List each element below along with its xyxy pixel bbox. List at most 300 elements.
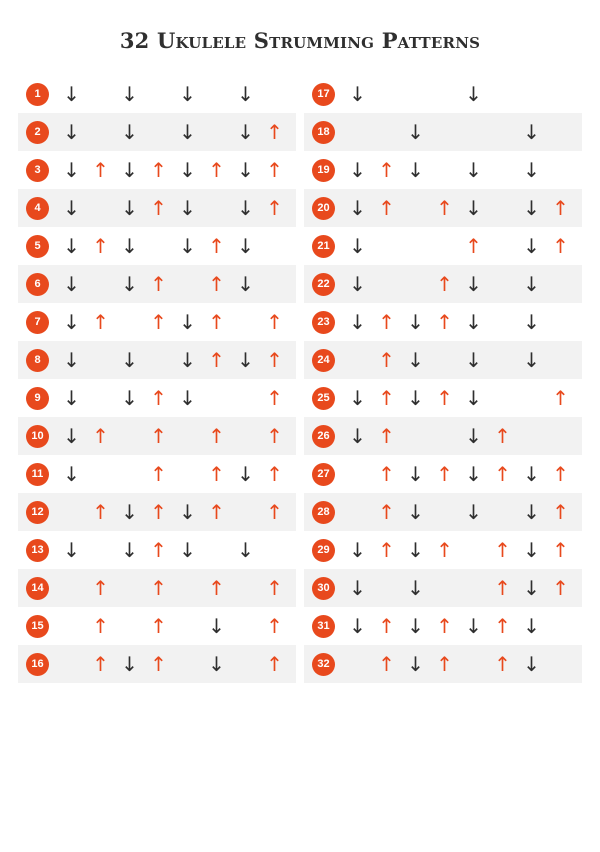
empty-beat-slot bbox=[231, 312, 260, 332]
pattern-row bbox=[18, 645, 296, 683]
pattern-row bbox=[18, 113, 296, 151]
up-strum-arrow-icon: ↑ bbox=[92, 652, 109, 676]
empty-beat-slot bbox=[260, 540, 289, 560]
empty-beat-slot bbox=[517, 426, 546, 446]
down-strum-arrow-icon: ↓ bbox=[349, 576, 366, 600]
empty-beat-slot bbox=[173, 274, 202, 294]
up-strum-arrow-icon: ↑ bbox=[436, 310, 453, 334]
pattern-number-badge: 11 bbox=[26, 463, 49, 486]
pattern-slots bbox=[57, 274, 289, 294]
pattern-slots bbox=[343, 502, 575, 522]
up-strum-arrow-icon: ↑ bbox=[266, 500, 283, 524]
pattern-slots bbox=[57, 578, 289, 598]
pattern-row bbox=[304, 341, 582, 379]
pattern-number-badge: 23 bbox=[312, 311, 335, 334]
empty-beat-slot bbox=[430, 350, 459, 370]
down-strum-arrow-icon: ↓ bbox=[349, 614, 366, 638]
empty-beat-slot bbox=[401, 236, 430, 256]
empty-beat-slot bbox=[488, 236, 517, 256]
pattern-number-badge: 18 bbox=[312, 121, 335, 144]
down-strum-arrow-icon: ↓ bbox=[121, 120, 138, 144]
empty-beat-slot bbox=[86, 388, 115, 408]
down-strum-arrow-icon: ↓ bbox=[407, 576, 424, 600]
down-strum-arrow-icon: ↓ bbox=[465, 500, 482, 524]
empty-beat-slot bbox=[488, 160, 517, 180]
pattern-row bbox=[304, 303, 582, 341]
pattern-row bbox=[304, 113, 582, 151]
up-strum-arrow-icon: ↑ bbox=[378, 158, 395, 182]
pattern-slots bbox=[343, 616, 575, 636]
empty-beat-slot bbox=[430, 84, 459, 104]
empty-beat-slot bbox=[372, 236, 401, 256]
up-strum-arrow-icon: ↑ bbox=[436, 386, 453, 410]
down-strum-arrow-icon: ↓ bbox=[121, 196, 138, 220]
pattern-slots bbox=[343, 122, 575, 142]
down-strum-arrow-icon: ↓ bbox=[407, 614, 424, 638]
down-strum-arrow-icon: ↓ bbox=[407, 120, 424, 144]
empty-beat-slot bbox=[144, 350, 173, 370]
pattern-row bbox=[304, 227, 582, 265]
pattern-number-badge: 21 bbox=[312, 235, 335, 258]
up-strum-arrow-icon: ↑ bbox=[494, 614, 511, 638]
down-strum-arrow-icon: ↓ bbox=[179, 310, 196, 334]
pattern-row bbox=[304, 607, 582, 645]
pattern-row bbox=[304, 379, 582, 417]
up-strum-arrow-icon: ↑ bbox=[378, 310, 395, 334]
empty-beat-slot bbox=[231, 426, 260, 446]
empty-beat-slot bbox=[57, 578, 86, 598]
pattern-slots bbox=[57, 426, 289, 446]
up-strum-arrow-icon: ↑ bbox=[150, 538, 167, 562]
down-strum-arrow-icon: ↓ bbox=[349, 196, 366, 220]
up-strum-arrow-icon: ↑ bbox=[552, 462, 569, 486]
up-strum-arrow-icon: ↑ bbox=[266, 424, 283, 448]
pattern-number-badge: 3 bbox=[26, 159, 49, 182]
pattern-slots bbox=[57, 616, 289, 636]
up-strum-arrow-icon: ↑ bbox=[378, 424, 395, 448]
pattern-row bbox=[304, 531, 582, 569]
up-strum-arrow-icon: ↑ bbox=[92, 614, 109, 638]
pattern-number-badge: 28 bbox=[312, 501, 335, 524]
up-strum-arrow-icon: ↑ bbox=[494, 576, 511, 600]
empty-beat-slot bbox=[57, 502, 86, 522]
pattern-number-badge: 8 bbox=[26, 349, 49, 372]
pattern-row bbox=[18, 455, 296, 493]
down-strum-arrow-icon: ↓ bbox=[121, 652, 138, 676]
up-strum-arrow-icon: ↑ bbox=[378, 386, 395, 410]
empty-beat-slot bbox=[115, 426, 144, 446]
pattern-slots bbox=[57, 160, 289, 180]
up-strum-arrow-icon: ↑ bbox=[208, 158, 225, 182]
up-strum-arrow-icon: ↑ bbox=[92, 310, 109, 334]
down-strum-arrow-icon: ↓ bbox=[179, 120, 196, 144]
pattern-row bbox=[18, 607, 296, 645]
up-strum-arrow-icon: ↑ bbox=[266, 652, 283, 676]
pattern-slots bbox=[343, 654, 575, 674]
pattern-number-badge: 29 bbox=[312, 539, 335, 562]
down-strum-arrow-icon: ↓ bbox=[121, 82, 138, 106]
empty-beat-slot bbox=[115, 578, 144, 598]
up-strum-arrow-icon: ↑ bbox=[208, 576, 225, 600]
down-strum-arrow-icon: ↓ bbox=[523, 348, 540, 372]
down-strum-arrow-icon: ↓ bbox=[121, 500, 138, 524]
pattern-row bbox=[18, 341, 296, 379]
empty-beat-slot bbox=[343, 122, 372, 142]
down-strum-arrow-icon: ↓ bbox=[523, 158, 540, 182]
up-strum-arrow-icon: ↑ bbox=[92, 500, 109, 524]
pattern-column-right bbox=[304, 75, 582, 683]
pattern-number-badge: 16 bbox=[26, 653, 49, 676]
pattern-number-badge: 20 bbox=[312, 197, 335, 220]
up-strum-arrow-icon: ↑ bbox=[150, 310, 167, 334]
pattern-row bbox=[304, 455, 582, 493]
down-strum-arrow-icon: ↓ bbox=[523, 462, 540, 486]
pattern-number-badge: 12 bbox=[26, 501, 49, 524]
up-strum-arrow-icon: ↑ bbox=[150, 614, 167, 638]
empty-beat-slot bbox=[488, 350, 517, 370]
down-strum-arrow-icon: ↓ bbox=[407, 348, 424, 372]
down-strum-arrow-icon: ↓ bbox=[179, 234, 196, 258]
pattern-slots bbox=[343, 274, 575, 294]
empty-beat-slot bbox=[231, 578, 260, 598]
empty-beat-slot bbox=[260, 84, 289, 104]
up-strum-arrow-icon: ↑ bbox=[150, 500, 167, 524]
empty-beat-slot bbox=[488, 198, 517, 218]
down-strum-arrow-icon: ↓ bbox=[523, 196, 540, 220]
down-strum-arrow-icon: ↓ bbox=[179, 196, 196, 220]
up-strum-arrow-icon: ↑ bbox=[436, 462, 453, 486]
down-strum-arrow-icon: ↓ bbox=[465, 614, 482, 638]
empty-beat-slot bbox=[173, 616, 202, 636]
empty-beat-slot bbox=[57, 616, 86, 636]
up-strum-arrow-icon: ↑ bbox=[92, 158, 109, 182]
down-strum-arrow-icon: ↓ bbox=[407, 158, 424, 182]
up-strum-arrow-icon: ↑ bbox=[552, 196, 569, 220]
empty-beat-slot bbox=[546, 616, 575, 636]
up-strum-arrow-icon: ↑ bbox=[208, 462, 225, 486]
empty-beat-slot bbox=[488, 502, 517, 522]
pattern-slots bbox=[343, 388, 575, 408]
down-strum-arrow-icon: ↓ bbox=[121, 348, 138, 372]
empty-beat-slot bbox=[202, 84, 231, 104]
down-strum-arrow-icon: ↓ bbox=[465, 272, 482, 296]
down-strum-arrow-icon: ↓ bbox=[349, 310, 366, 334]
pattern-slots bbox=[343, 84, 575, 104]
empty-beat-slot bbox=[372, 84, 401, 104]
empty-beat-slot bbox=[231, 616, 260, 636]
down-strum-arrow-icon: ↓ bbox=[121, 272, 138, 296]
up-strum-arrow-icon: ↑ bbox=[150, 424, 167, 448]
down-strum-arrow-icon: ↓ bbox=[465, 424, 482, 448]
pattern-number-badge: 4 bbox=[26, 197, 49, 220]
down-strum-arrow-icon: ↓ bbox=[465, 386, 482, 410]
up-strum-arrow-icon: ↑ bbox=[436, 614, 453, 638]
pattern-number-badge: 25 bbox=[312, 387, 335, 410]
pattern-row bbox=[304, 265, 582, 303]
empty-beat-slot bbox=[546, 122, 575, 142]
down-strum-arrow-icon: ↓ bbox=[63, 386, 80, 410]
empty-beat-slot bbox=[115, 464, 144, 484]
pattern-slots bbox=[57, 502, 289, 522]
down-strum-arrow-icon: ↓ bbox=[407, 310, 424, 334]
empty-beat-slot bbox=[372, 122, 401, 142]
down-strum-arrow-icon: ↓ bbox=[237, 462, 254, 486]
pattern-number-badge: 24 bbox=[312, 349, 335, 372]
empty-beat-slot bbox=[260, 274, 289, 294]
pattern-slots bbox=[343, 540, 575, 560]
pattern-slots bbox=[343, 160, 575, 180]
up-strum-arrow-icon: ↑ bbox=[552, 576, 569, 600]
empty-beat-slot bbox=[401, 274, 430, 294]
pattern-number-badge: 30 bbox=[312, 577, 335, 600]
down-strum-arrow-icon: ↓ bbox=[237, 158, 254, 182]
down-strum-arrow-icon: ↓ bbox=[237, 196, 254, 220]
up-strum-arrow-icon: ↑ bbox=[552, 538, 569, 562]
up-strum-arrow-icon: ↑ bbox=[266, 614, 283, 638]
pattern-number-badge: 32 bbox=[312, 653, 335, 676]
pattern-number-badge: 7 bbox=[26, 311, 49, 334]
down-strum-arrow-icon: ↓ bbox=[63, 424, 80, 448]
empty-beat-slot bbox=[546, 350, 575, 370]
pattern-slots bbox=[57, 122, 289, 142]
pattern-row bbox=[304, 151, 582, 189]
up-strum-arrow-icon: ↑ bbox=[436, 196, 453, 220]
down-strum-arrow-icon: ↓ bbox=[523, 234, 540, 258]
empty-beat-slot bbox=[231, 502, 260, 522]
down-strum-arrow-icon: ↓ bbox=[121, 158, 138, 182]
up-strum-arrow-icon: ↑ bbox=[150, 158, 167, 182]
pattern-row bbox=[18, 189, 296, 227]
down-strum-arrow-icon: ↓ bbox=[179, 348, 196, 372]
pattern-slots bbox=[343, 578, 575, 598]
empty-beat-slot bbox=[459, 654, 488, 674]
down-strum-arrow-icon: ↓ bbox=[237, 234, 254, 258]
pattern-slots bbox=[57, 654, 289, 674]
up-strum-arrow-icon: ↑ bbox=[266, 120, 283, 144]
up-strum-arrow-icon: ↑ bbox=[378, 538, 395, 562]
empty-beat-slot bbox=[488, 388, 517, 408]
empty-beat-slot bbox=[115, 312, 144, 332]
down-strum-arrow-icon: ↓ bbox=[63, 272, 80, 296]
down-strum-arrow-icon: ↓ bbox=[63, 310, 80, 334]
up-strum-arrow-icon: ↑ bbox=[208, 500, 225, 524]
empty-beat-slot bbox=[546, 274, 575, 294]
pattern-number-badge: 19 bbox=[312, 159, 335, 182]
down-strum-arrow-icon: ↓ bbox=[523, 538, 540, 562]
down-strum-arrow-icon: ↓ bbox=[407, 500, 424, 524]
down-strum-arrow-icon: ↓ bbox=[407, 538, 424, 562]
down-strum-arrow-icon: ↓ bbox=[465, 462, 482, 486]
down-strum-arrow-icon: ↓ bbox=[349, 272, 366, 296]
pattern-slots bbox=[57, 540, 289, 560]
up-strum-arrow-icon: ↑ bbox=[378, 652, 395, 676]
up-strum-arrow-icon: ↑ bbox=[436, 538, 453, 562]
pattern-number-badge: 15 bbox=[26, 615, 49, 638]
down-strum-arrow-icon: ↓ bbox=[63, 196, 80, 220]
down-strum-arrow-icon: ↓ bbox=[237, 82, 254, 106]
up-strum-arrow-icon: ↑ bbox=[92, 576, 109, 600]
down-strum-arrow-icon: ↓ bbox=[523, 120, 540, 144]
down-strum-arrow-icon: ↓ bbox=[407, 652, 424, 676]
up-strum-arrow-icon: ↑ bbox=[494, 652, 511, 676]
up-strum-arrow-icon: ↑ bbox=[378, 348, 395, 372]
pattern-row bbox=[18, 303, 296, 341]
pattern-row bbox=[18, 151, 296, 189]
empty-beat-slot bbox=[86, 122, 115, 142]
down-strum-arrow-icon: ↓ bbox=[63, 158, 80, 182]
pattern-row bbox=[304, 645, 582, 683]
up-strum-arrow-icon: ↑ bbox=[266, 576, 283, 600]
empty-beat-slot bbox=[173, 578, 202, 598]
down-strum-arrow-icon: ↓ bbox=[349, 386, 366, 410]
pattern-slots bbox=[343, 236, 575, 256]
empty-beat-slot bbox=[202, 198, 231, 218]
empty-beat-slot bbox=[401, 84, 430, 104]
down-strum-arrow-icon: ↓ bbox=[349, 538, 366, 562]
down-strum-arrow-icon: ↓ bbox=[179, 158, 196, 182]
down-strum-arrow-icon: ↓ bbox=[63, 120, 80, 144]
pattern-number-badge: 14 bbox=[26, 577, 49, 600]
up-strum-arrow-icon: ↑ bbox=[208, 348, 225, 372]
up-strum-arrow-icon: ↑ bbox=[266, 158, 283, 182]
down-strum-arrow-icon: ↓ bbox=[208, 614, 225, 638]
down-strum-arrow-icon: ↓ bbox=[465, 158, 482, 182]
pattern-slots bbox=[57, 198, 289, 218]
pattern-slots bbox=[57, 236, 289, 256]
down-strum-arrow-icon: ↓ bbox=[407, 386, 424, 410]
pattern-number-badge: 26 bbox=[312, 425, 335, 448]
pattern-slots bbox=[57, 84, 289, 104]
pattern-row bbox=[18, 265, 296, 303]
empty-beat-slot bbox=[231, 654, 260, 674]
empty-beat-slot bbox=[86, 84, 115, 104]
up-strum-arrow-icon: ↑ bbox=[208, 234, 225, 258]
pattern-slots bbox=[57, 312, 289, 332]
empty-beat-slot bbox=[430, 502, 459, 522]
down-strum-arrow-icon: ↓ bbox=[349, 82, 366, 106]
up-strum-arrow-icon: ↑ bbox=[378, 500, 395, 524]
empty-beat-slot bbox=[430, 122, 459, 142]
down-strum-arrow-icon: ↓ bbox=[179, 386, 196, 410]
up-strum-arrow-icon: ↑ bbox=[436, 652, 453, 676]
down-strum-arrow-icon: ↓ bbox=[523, 272, 540, 296]
up-strum-arrow-icon: ↑ bbox=[266, 462, 283, 486]
empty-beat-slot bbox=[86, 464, 115, 484]
empty-beat-slot bbox=[372, 274, 401, 294]
down-strum-arrow-icon: ↓ bbox=[121, 386, 138, 410]
page-title: 32 Ukulele Strumming Patterns bbox=[119, 28, 481, 53]
pattern-number-badge: 31 bbox=[312, 615, 335, 638]
empty-beat-slot bbox=[517, 84, 546, 104]
empty-beat-slot bbox=[546, 160, 575, 180]
down-strum-arrow-icon: ↓ bbox=[407, 462, 424, 486]
up-strum-arrow-icon: ↑ bbox=[266, 348, 283, 372]
pattern-row bbox=[18, 379, 296, 417]
up-strum-arrow-icon: ↑ bbox=[266, 196, 283, 220]
down-strum-arrow-icon: ↓ bbox=[179, 538, 196, 562]
down-strum-arrow-icon: ↓ bbox=[63, 234, 80, 258]
down-strum-arrow-icon: ↓ bbox=[349, 424, 366, 448]
down-strum-arrow-icon: ↓ bbox=[208, 652, 225, 676]
empty-beat-slot bbox=[401, 426, 430, 446]
pattern-row bbox=[18, 569, 296, 607]
up-strum-arrow-icon: ↑ bbox=[150, 272, 167, 296]
down-strum-arrow-icon: ↓ bbox=[63, 82, 80, 106]
down-strum-arrow-icon: ↓ bbox=[63, 538, 80, 562]
empty-beat-slot bbox=[430, 578, 459, 598]
up-strum-arrow-icon: ↑ bbox=[150, 386, 167, 410]
pattern-number-badge: 27 bbox=[312, 463, 335, 486]
empty-beat-slot bbox=[546, 654, 575, 674]
empty-beat-slot bbox=[546, 84, 575, 104]
pattern-number-badge: 1 bbox=[26, 83, 49, 106]
down-strum-arrow-icon: ↓ bbox=[349, 158, 366, 182]
pattern-number-badge: 22 bbox=[312, 273, 335, 296]
down-strum-arrow-icon: ↓ bbox=[465, 82, 482, 106]
pattern-number-badge: 13 bbox=[26, 539, 49, 562]
down-strum-arrow-icon: ↓ bbox=[237, 272, 254, 296]
down-strum-arrow-icon: ↓ bbox=[121, 234, 138, 258]
empty-beat-slot bbox=[430, 236, 459, 256]
empty-beat-slot bbox=[459, 122, 488, 142]
empty-beat-slot bbox=[173, 654, 202, 674]
empty-beat-slot bbox=[260, 236, 289, 256]
pattern-row bbox=[304, 569, 582, 607]
pattern-number-badge: 2 bbox=[26, 121, 49, 144]
down-strum-arrow-icon: ↓ bbox=[63, 462, 80, 486]
up-strum-arrow-icon: ↑ bbox=[552, 386, 569, 410]
empty-beat-slot bbox=[343, 350, 372, 370]
pattern-number-badge: 17 bbox=[312, 83, 335, 106]
pattern-slots bbox=[57, 350, 289, 370]
up-strum-arrow-icon: ↑ bbox=[494, 424, 511, 448]
pattern-row bbox=[18, 227, 296, 265]
up-strum-arrow-icon: ↑ bbox=[92, 234, 109, 258]
pattern-slots bbox=[343, 198, 575, 218]
empty-beat-slot bbox=[488, 274, 517, 294]
up-strum-arrow-icon: ↑ bbox=[266, 310, 283, 334]
empty-beat-slot bbox=[202, 388, 231, 408]
down-strum-arrow-icon: ↓ bbox=[349, 234, 366, 258]
up-strum-arrow-icon: ↑ bbox=[208, 424, 225, 448]
pattern-row bbox=[304, 417, 582, 455]
empty-beat-slot bbox=[144, 84, 173, 104]
down-strum-arrow-icon: ↓ bbox=[523, 652, 540, 676]
empty-beat-slot bbox=[86, 540, 115, 560]
pattern-number-badge: 5 bbox=[26, 235, 49, 258]
down-strum-arrow-icon: ↓ bbox=[523, 310, 540, 334]
empty-beat-slot bbox=[173, 426, 202, 446]
pattern-row bbox=[304, 493, 582, 531]
pattern-number-badge: 6 bbox=[26, 273, 49, 296]
empty-beat-slot bbox=[459, 540, 488, 560]
empty-beat-slot bbox=[86, 350, 115, 370]
down-strum-arrow-icon: ↓ bbox=[523, 614, 540, 638]
empty-beat-slot bbox=[57, 654, 86, 674]
empty-beat-slot bbox=[115, 616, 144, 636]
pattern-column-left bbox=[18, 75, 296, 683]
empty-beat-slot bbox=[343, 502, 372, 522]
down-strum-arrow-icon: ↓ bbox=[523, 500, 540, 524]
pattern-slots bbox=[343, 350, 575, 370]
up-strum-arrow-icon: ↑ bbox=[150, 196, 167, 220]
empty-beat-slot bbox=[144, 122, 173, 142]
empty-beat-slot bbox=[401, 198, 430, 218]
down-strum-arrow-icon: ↓ bbox=[179, 82, 196, 106]
down-strum-arrow-icon: ↓ bbox=[237, 120, 254, 144]
empty-beat-slot bbox=[546, 312, 575, 332]
pattern-row bbox=[18, 531, 296, 569]
